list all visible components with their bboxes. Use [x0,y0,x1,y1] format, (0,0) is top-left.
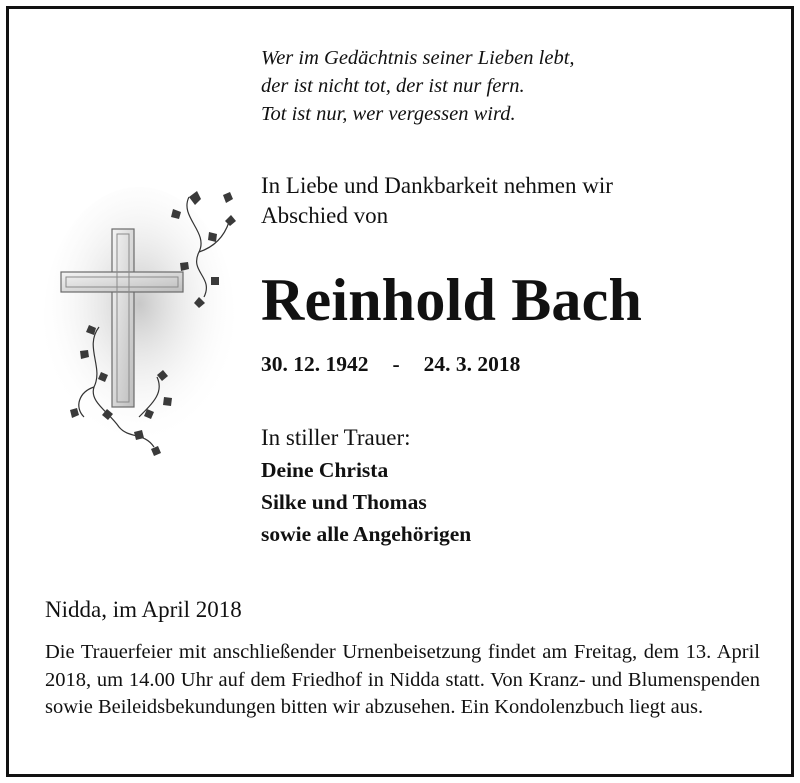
intro-text [261,171,781,231]
cross-with-ivy-icon [39,177,249,467]
intro-line-1: In Liebe und Dankbarkeit nehmen wir [261,173,613,198]
memorial-poem [261,44,781,128]
mourners-heading: In stiller Trauer: [261,425,411,450]
mourner-name: Silke und Thomas [261,490,427,514]
poem-line-1: Wer im Gedächtnis seiner Lieben lebt, [261,47,575,69]
funeral-notice: Die Trauerfeier mit anschließender Urnenbeisetzung findet am Freitag, dem 13. April 2018, um 14.00 Uhr auf dem Friedhof in Nidda statt. Von Kranz- und Blumenspenden sowie Beileidsbekundungen bitten wir abzusehen. Ein Kondolenzbuch liegt aus. [45,641,760,718]
deceased-name: Reinhold Bach [261,267,643,333]
poem-line-3: Tot ist nur, wer vergessen wird. [261,103,516,125]
death-date: 24. 3. 2018 [423,352,521,376]
life-dates [261,349,781,379]
obituary-frame [6,6,794,777]
mourner-name: sowie alle Angehörigen [261,522,472,546]
place-date: Nidda, im April 2018 [45,597,242,622]
intro-line-2: Abschied von [261,203,389,228]
date-separator: - [392,352,400,376]
mourner-name: Deine Christa [261,458,389,482]
poem-line-2: der ist nicht tot, der ist nur fern. [261,75,525,97]
birth-date: 30. 12. 1942 [261,352,369,376]
mourners-block [261,422,781,550]
